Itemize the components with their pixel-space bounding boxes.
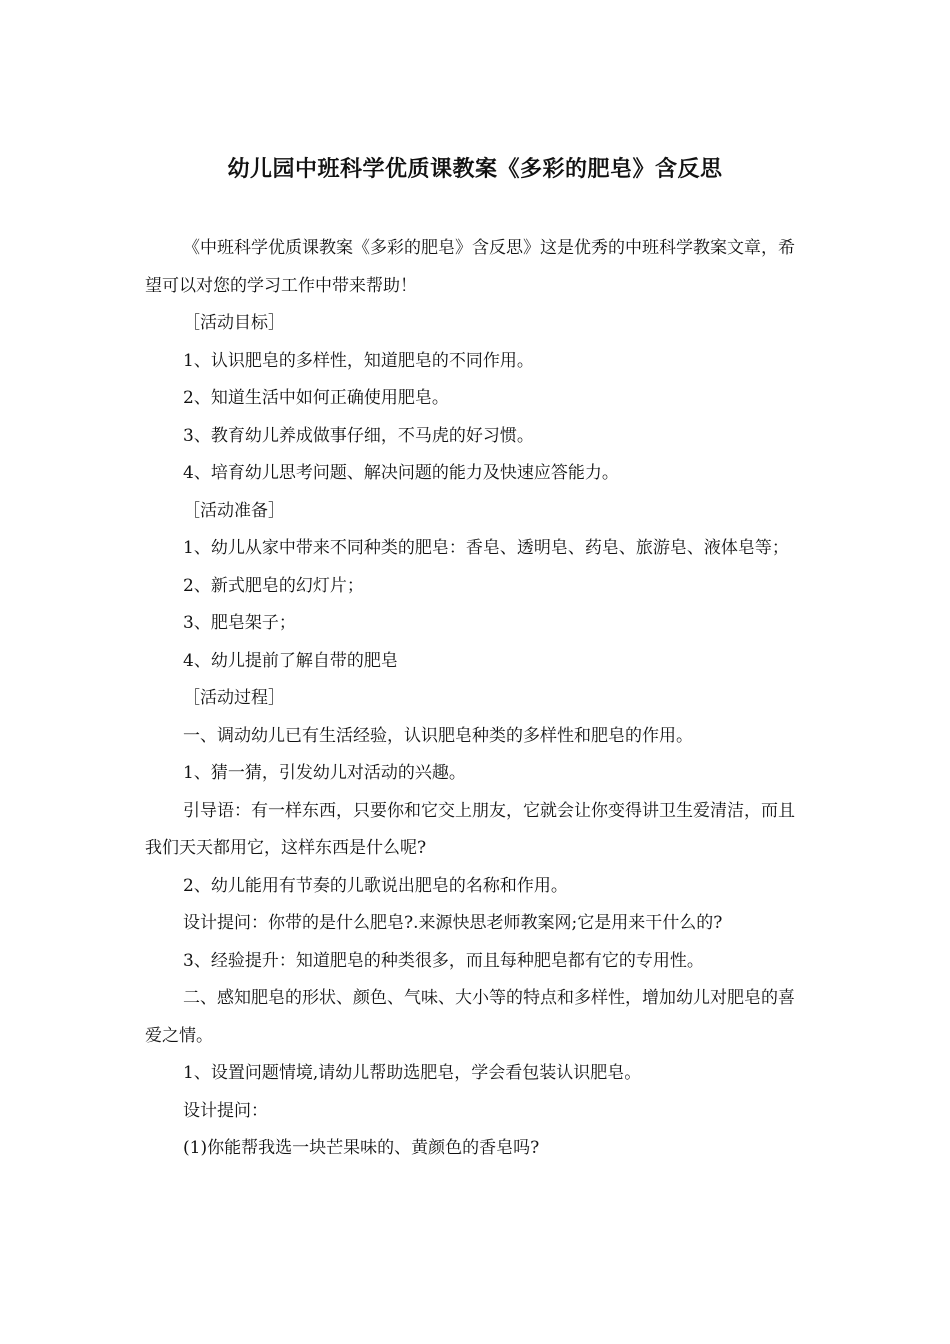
process-paragraph: (1)你能帮我选一块芒果味的、黄颜色的香皂吗? (183, 1138, 540, 1158)
intro-paragraph: 《中班科学优质课教案《多彩的肥皂》含反思》这是优秀的中班科学教案文章，希望可以对您的学习工作中带来帮助！ (145, 238, 795, 296)
process-paragraph: 二、感知肥皂的形状、颜色、气味、大小等的特点和多样性，增加幼儿对肥皂的喜爱之情。 (145, 988, 795, 1046)
process-paragraph: 引导语：有一样东西，只要你和它交上朋友，它就会让你变得讲卫生爱清洁，而且我们天天都用它，这样东西是什么呢? (145, 800, 795, 858)
goal-item: 4、培育幼儿思考问题、解决问题的能力及快速应答能力。 (183, 463, 619, 483)
goal-item: 1、认识肥皂的多样性，知道肥皂的不同作用。 (183, 350, 534, 371)
preparation-item: 1、幼儿从家中带来不同种类的肥皂：香皂、透明皂、药皂、旅游皂、液体皂等； (183, 538, 789, 558)
preparation-item: 3、肥皂架子； (183, 613, 296, 633)
section-heading-process: ［活动过程］ (183, 688, 285, 708)
goal-item: 2、知道生活中如何正确使用肥皂。 (183, 388, 449, 408)
process-paragraph: 3、经验提升：知道肥皂的种类很多，而且每种肥皂都有它的专用性。 (183, 950, 704, 971)
process-paragraph: 设计提问： (183, 1100, 268, 1121)
preparation-item: 2、新式肥皂的幻灯片； (183, 575, 364, 596)
process-paragraph: 2、幼儿能用有节奏的儿歌说出肥皂的名称和作用。 (183, 875, 568, 896)
process-paragraph: 1、猜一猜，引发幼儿对活动的兴趣。 (183, 763, 466, 783)
document-body (145, 230, 805, 1168)
process-paragraph: 一、调动幼儿已有生活经验，认识肥皂种类的多样性和肥皂的作用。 (183, 725, 693, 746)
goal-item: 3、教育幼儿养成做事仔细，不马虎的好习惯。 (183, 425, 534, 446)
preparation-item: 4、幼儿提前了解自带的肥皂 (183, 650, 398, 671)
process-paragraph: 1、设置问题情境,请幼儿帮助选肥皂，学会看包装认识肥皂。 (183, 1063, 642, 1083)
section-heading-goals: ［活动目标］ (183, 313, 285, 333)
section-heading-preparation: ［活动准备］ (183, 500, 285, 521)
process-paragraph: 设计提问：你带的是什么肥皂?.来源快思老师教案网;它是用来干什么的? (183, 913, 723, 933)
document-title: 幼儿园中班科学优质课教案《多彩的肥皂》含反思 (227, 157, 723, 182)
